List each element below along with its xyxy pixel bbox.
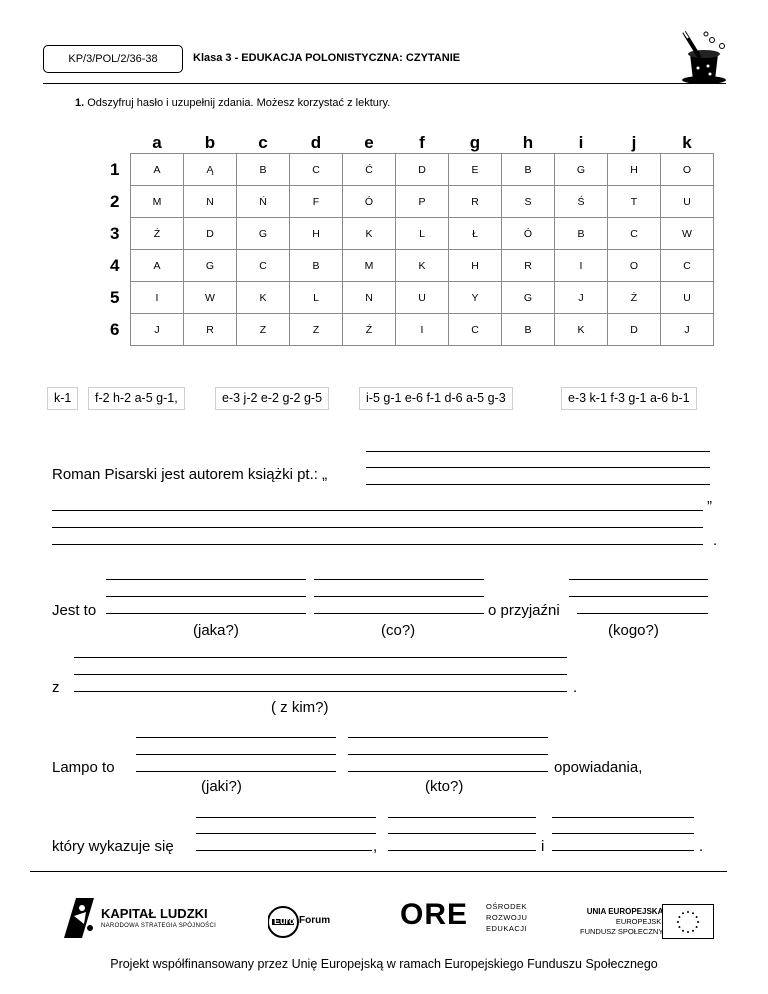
answer-line[interactable]	[52, 527, 703, 528]
code-chip: f-2 h-2 a-5 g-1,	[88, 387, 185, 410]
cipher-cell: U	[396, 282, 449, 314]
cipher-row	[110, 314, 714, 346]
cipher-cell: K	[343, 218, 396, 250]
cipher-cell: Ż	[608, 282, 661, 314]
answer-line[interactable]	[74, 691, 567, 692]
answer-line[interactable]	[52, 544, 703, 545]
answer-line[interactable]	[577, 613, 708, 614]
euroforum-forum: Forum	[299, 915, 331, 926]
corner-cell	[110, 133, 131, 154]
ore-line: EDUKACJI	[486, 924, 528, 933]
col-header: g	[469, 133, 481, 152]
col-header: k	[682, 133, 692, 152]
cipher-row	[110, 282, 714, 314]
document-code: KP/3/POL/2/36-38	[43, 45, 183, 73]
answer-line[interactable]	[136, 771, 336, 772]
period: .	[699, 838, 704, 855]
cipher-cell: A	[131, 250, 184, 282]
cipher-cell: Z	[237, 314, 290, 346]
cipher-cell: Ź	[131, 218, 184, 250]
answer-line[interactable]	[314, 613, 484, 614]
sentence-4-end: opowiadania,	[554, 759, 643, 776]
answer-line[interactable]	[136, 754, 336, 755]
cipher-cell: B	[237, 154, 290, 186]
answer-line[interactable]	[552, 833, 694, 834]
answer-line[interactable]	[106, 596, 306, 597]
answer-line[interactable]	[552, 850, 694, 851]
ore-logo-text	[486, 901, 527, 934]
cipher-cell: E	[449, 154, 502, 186]
code-chip: k-1	[47, 387, 78, 410]
sentence-5-start: który wykazuje się	[52, 838, 174, 855]
cipher-cell: R	[502, 250, 555, 282]
cipher-cell: C	[237, 250, 290, 282]
answer-line[interactable]	[314, 579, 484, 580]
cipher-cell: N	[343, 282, 396, 314]
answer-line[interactable]	[106, 579, 306, 580]
comma: ,	[373, 838, 378, 855]
answer-line[interactable]	[196, 850, 372, 851]
magic-hat-icon	[670, 28, 730, 86]
cipher-cell: C	[290, 154, 343, 186]
eu-flag-icon	[662, 904, 714, 939]
cipher-cell: Ó	[343, 186, 396, 218]
cipher-cell: H	[608, 154, 661, 186]
answer-line[interactable]	[366, 451, 710, 452]
col-header: c	[258, 133, 268, 152]
cipher-cell: Ś	[555, 186, 608, 218]
col-header: h	[522, 133, 534, 152]
cipher-cell: J	[661, 314, 714, 346]
cipher-cell: S	[502, 186, 555, 218]
cipher-cell: G	[502, 282, 555, 314]
cipher-row	[110, 250, 714, 282]
close-quote: ”	[707, 498, 712, 515]
answer-line[interactable]	[366, 467, 710, 468]
answer-line[interactable]	[552, 817, 694, 818]
sentence-3-start: z	[52, 679, 60, 696]
cipher-cell: M	[343, 250, 396, 282]
cipher-row	[110, 218, 714, 250]
question-kogo: (kogo?)	[608, 622, 659, 639]
task-instruction	[75, 97, 390, 109]
answer-line[interactable]	[569, 596, 708, 597]
answer-line[interactable]	[366, 484, 710, 485]
period: .	[713, 532, 718, 549]
row-header: 1	[110, 159, 120, 179]
question-jaki: (jaki?)	[201, 778, 242, 795]
ue-logo-text	[580, 907, 663, 937]
col-header: i	[578, 133, 584, 152]
sentence-2-mid: o przyjaźni	[488, 602, 560, 619]
ue-line: EUROPEJSKI	[615, 917, 664, 926]
cipher-cell: R	[449, 186, 502, 218]
cipher-cell: K	[396, 250, 449, 282]
col-header: f	[419, 133, 425, 152]
cipher-cell: I	[131, 282, 184, 314]
cipher-cell: B	[555, 218, 608, 250]
cipher-cell: M	[131, 186, 184, 218]
answer-line[interactable]	[52, 510, 703, 511]
cipher-cell: R	[184, 314, 237, 346]
sentence-2-start: Jest to	[52, 602, 97, 619]
cipher-cell: W	[184, 282, 237, 314]
cipher-cell: P	[396, 186, 449, 218]
euroforum-logo	[268, 904, 342, 945]
question-z-kim: ( z kim?)	[271, 699, 329, 716]
code-chip: i-5 g-1 e-6 f-1 d-6 a-5 g-3	[359, 387, 513, 410]
row-header: 2	[110, 191, 120, 211]
cipher-cell: U	[661, 186, 714, 218]
cipher-cell: J	[131, 314, 184, 346]
cipher-cell: G	[555, 154, 608, 186]
col-header: e	[364, 133, 374, 152]
cipher-cell: Y	[449, 282, 502, 314]
answer-line[interactable]	[348, 737, 548, 738]
answer-line[interactable]	[314, 596, 484, 597]
answer-line[interactable]	[388, 817, 536, 818]
cipher-header-row	[110, 133, 714, 154]
conjunction-i: i	[541, 838, 545, 855]
footer-divider	[30, 871, 727, 872]
ore-line: OŚRODEK	[486, 902, 528, 911]
cipher-cell: I	[555, 250, 608, 282]
cipher-cell: B	[290, 250, 343, 282]
code-chip: e-3 j-2 e-2 g-2 g-5	[215, 387, 329, 410]
sentence-4-start: Lampo to	[52, 759, 115, 776]
ore-logo-word: ORE	[400, 898, 469, 931]
cipher-cell: C	[449, 314, 502, 346]
period: .	[573, 679, 578, 696]
col-header: a	[152, 133, 162, 152]
cipher-cell: K	[555, 314, 608, 346]
cipher-cell: Ó	[502, 218, 555, 250]
document-title: Klasa 3 - EDUKACJA POLONISTYCZNA: CZYTANIE	[193, 52, 461, 64]
cipher-cell: G	[184, 250, 237, 282]
cipher-cell: O	[661, 154, 714, 186]
cipher-cell: Ą	[184, 154, 237, 186]
cipher-cell: B	[502, 314, 555, 346]
answer-line[interactable]	[74, 674, 567, 675]
cipher-cell: D	[184, 218, 237, 250]
question-kto: (kto?)	[425, 778, 464, 795]
footer-text: Projekt współfinansowany przez Unię Europejską w ramach Europejskiego Funduszu Społecznego	[110, 957, 658, 971]
answer-line[interactable]	[136, 737, 336, 738]
answer-line[interactable]	[569, 579, 708, 580]
row-header: 4	[110, 255, 120, 275]
row-header: 6	[110, 319, 120, 339]
cipher-cell: Ź	[343, 314, 396, 346]
cipher-cell: H	[290, 218, 343, 250]
row-header: 3	[110, 223, 120, 243]
col-header: d	[310, 133, 322, 152]
code-chip: e-3 k-1 f-3 g-1 a-6 b-1	[561, 387, 697, 410]
cipher-cell: Ł	[449, 218, 502, 250]
header-divider	[43, 83, 726, 84]
answer-line[interactable]	[388, 833, 536, 834]
cipher-cell: K	[237, 282, 290, 314]
cipher-cell: D	[608, 314, 661, 346]
row-header: 5	[110, 287, 120, 307]
answer-line[interactable]	[348, 771, 548, 772]
task-text: Odszyfruj hasło i uzupełnij zdania. Możesz korzystać z lektury.	[87, 97, 391, 109]
cipher-cell: Ć	[343, 154, 396, 186]
cipher-cell: F	[290, 186, 343, 218]
cipher-cell: A	[131, 154, 184, 186]
kapital-ludzki-subtitle: NARODOWA STRATEGIA SPÓJNOŚCI	[101, 923, 217, 929]
cipher-cell: G	[237, 218, 290, 250]
cipher-cell: N	[184, 186, 237, 218]
euroforum-euro: Euro	[274, 916, 295, 926]
cipher-cell: H	[449, 250, 502, 282]
ue-line: FUNDUSZ SPOŁECZNY	[580, 927, 664, 936]
ore-line: ROZWOJU	[486, 913, 528, 922]
cipher-cell: C	[661, 250, 714, 282]
cipher-cell: L	[290, 282, 343, 314]
answer-line[interactable]	[196, 833, 376, 834]
cipher-cell: B	[502, 154, 555, 186]
cipher-row	[110, 154, 714, 186]
cipher-grid	[110, 133, 714, 346]
cipher-cell: Ń	[237, 186, 290, 218]
cipher-cell: U	[661, 282, 714, 314]
answer-line[interactable]	[348, 754, 548, 755]
kapital-ludzki-title: KAPITAŁ LUDZKI	[101, 906, 208, 921]
cipher-cell: L	[396, 218, 449, 250]
answer-line[interactable]	[388, 850, 536, 851]
cipher-cell: W	[661, 218, 714, 250]
answer-line[interactable]	[106, 613, 306, 614]
cipher-cell: Z	[290, 314, 343, 346]
cipher-cell: I	[396, 314, 449, 346]
cipher-cell: D	[396, 154, 449, 186]
cipher-cell: O	[608, 250, 661, 282]
ue-title: UNIA EUROPEJSKA	[586, 907, 664, 916]
cipher-cell: C	[608, 218, 661, 250]
answer-line[interactable]	[196, 817, 376, 818]
sentence-1-text: Roman Pisarski jest autorem książki pt.: „	[52, 466, 328, 483]
cipher-row	[110, 186, 714, 218]
answer-line[interactable]	[74, 657, 567, 658]
col-header: j	[631, 133, 637, 152]
cipher-cell: T	[608, 186, 661, 218]
question-co: (co?)	[381, 622, 416, 639]
col-header: b	[204, 133, 216, 152]
task-number: 1.	[75, 97, 85, 109]
cipher-cell: J	[555, 282, 608, 314]
question-jaka: (jaka?)	[193, 622, 239, 639]
kapital-ludzki-logo-icon	[62, 894, 96, 940]
